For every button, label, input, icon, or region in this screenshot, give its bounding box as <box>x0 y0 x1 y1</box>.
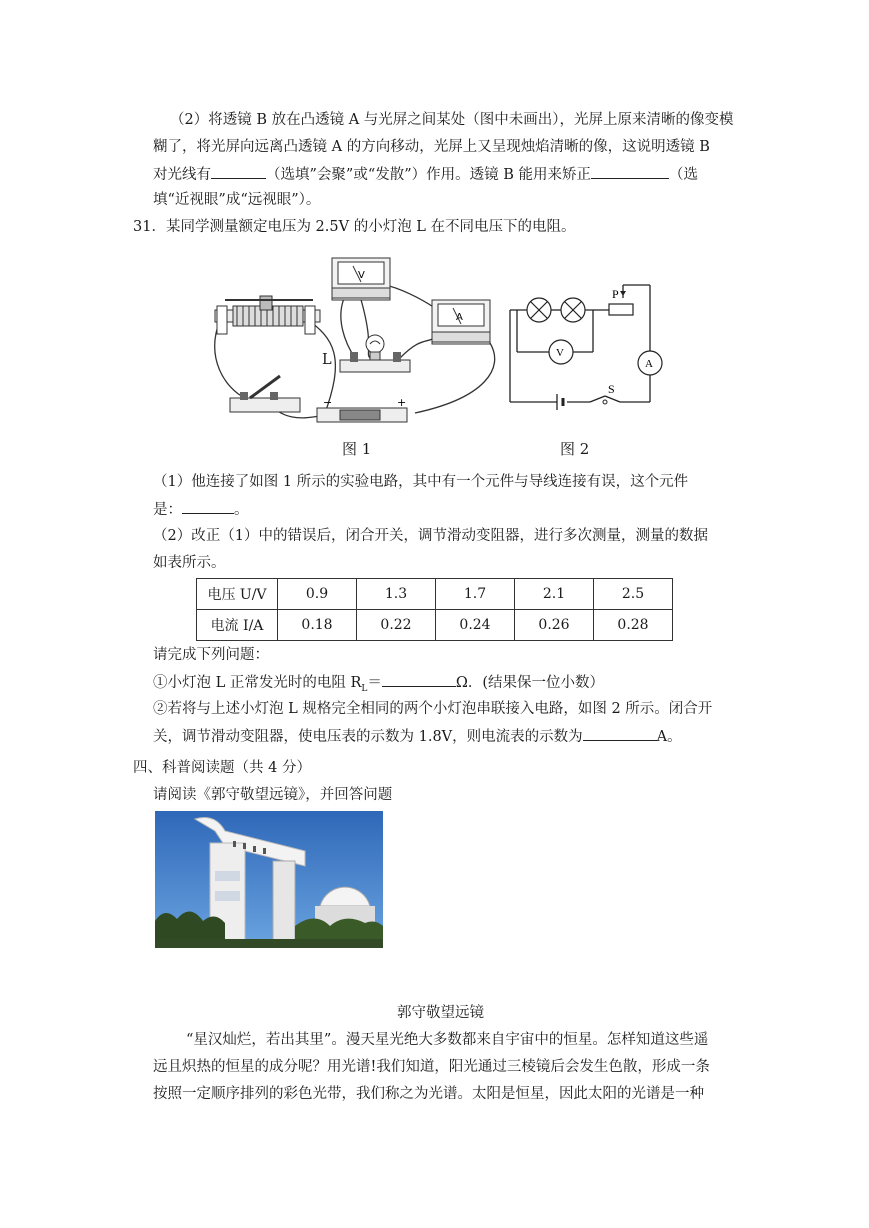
fig2-caption: 图 2 <box>560 440 590 458</box>
article-para-line3: 按照一定顺序排列的彩色光带，我们称之为光谱。太阳是恒星，因此太阳的光谱是一种 <box>153 1086 704 1102</box>
fig2-label-s: S <box>608 382 615 396</box>
q31-part2-line2: 如表所示。 <box>153 555 226 571</box>
answer-blank[interactable] <box>583 726 657 741</box>
svg-text:+: + <box>397 396 407 409</box>
lamp-icon <box>340 335 410 372</box>
table-cell: 1.7 <box>436 579 515 610</box>
answer-blank[interactable] <box>182 499 234 514</box>
q30-part2-line2: 糊了，将光屏向远离凸透镜 A 的方向移动，光屏上又呈现烛焰清晰的像，这说明透镜 B <box>153 139 710 155</box>
q31-sub1: ①小灯泡 L 正常发光时的电阻 $R_L= \Omega$．(结果保一位小数） <box>153 672 604 699</box>
fig1-label-lamp: L <box>322 352 332 368</box>
circuit-figure-1 <box>205 248 505 433</box>
answer-blank[interactable] <box>382 672 456 687</box>
telescope-photo <box>155 811 383 948</box>
section4-intro: 请阅读《郭守敬望远镜》，并回答问题 <box>153 787 393 803</box>
table-cell: 0.22 <box>357 610 436 641</box>
table-cell: 0.9 <box>278 579 357 610</box>
battery-symbol-icon <box>557 394 563 410</box>
q31-sub2-line1: ②若将与上述小灯泡 L 规格完全相同的两个小灯泡串联接入电路，如图 2 所示。闭合开 <box>153 701 713 717</box>
svg-text:A: A <box>456 312 463 323</box>
table-cell: 0.24 <box>436 610 515 641</box>
table-cell: 0.18 <box>278 610 357 641</box>
fig2-label-p: P <box>612 287 619 301</box>
q31-part1-line2: 是： 。 <box>153 499 249 520</box>
q31-part1-line1: （1）他连接了如图 1 所示的实验电路，其中有一个元件与导线连接有误，这个元件 <box>153 474 689 490</box>
table-row-label: 电流 I/A <box>197 610 278 641</box>
table-row <box>197 579 673 610</box>
q31-stem: 31．某同学测量额定电压为 2.5V 的小灯泡 L 在不同电压下的电阻。 <box>133 219 576 235</box>
table-cell: 2.5 <box>594 579 673 610</box>
battery-icon <box>317 396 407 422</box>
fig2-label-a: A <box>645 358 653 370</box>
article-para-line2: 远且炽热的恒星的成分呢？用光谱!我们知道，阳光通过三棱镜后会发生色散，形成一条 <box>153 1059 710 1075</box>
section4-heading: 四、科普阅读题（共 4 分） <box>133 760 311 776</box>
ammeter-icon <box>432 300 490 344</box>
table-cell: 2.1 <box>515 579 594 610</box>
table-cell: 0.28 <box>594 610 673 641</box>
table-row-label: 电压 U/V <box>197 579 278 610</box>
q31-ask: 请完成下列问题： <box>153 647 269 663</box>
fig2-label-v: V <box>556 347 564 359</box>
table-row <box>197 610 673 641</box>
q31-sub2-line2: 关，调节滑动变阻器，使电压表的示数为 1.8V，则电流表的示数为 A。 <box>153 726 682 747</box>
rheostat-symbol-icon <box>609 304 633 315</box>
svg-text:V: V <box>358 270 365 281</box>
table-cell: 0.26 <box>515 610 594 641</box>
answer-blank[interactable] <box>211 164 266 179</box>
svg-text:−: − <box>323 396 333 409</box>
article-title: 郭守敬望远镜 <box>397 1005 484 1021</box>
circuit-schematic-figure-2 <box>505 280 665 410</box>
answer-blank[interactable] <box>591 164 669 179</box>
rheostat-icon <box>215 296 320 334</box>
switch-icon <box>230 376 300 412</box>
q30-part2-line3: 对光线有 （选填”会聚”或“发散”）作用。透镜 B 能用来矫正 （选 <box>153 164 698 185</box>
fig1-caption: 图 1 <box>342 440 372 458</box>
measurement-table <box>196 578 673 641</box>
voltmeter-icon <box>332 258 390 300</box>
q31-part2-line1: （2）改正（1）中的错误后，闭合开关，调节滑动变阻器，进行多次测量，测量的数据 <box>153 528 708 544</box>
article-para-line1: “星汉灿烂，若出其里”。漫天星光绝大多数都来自宇宙中的恒星。怎样知道这些遥 <box>186 1032 709 1048</box>
table-cell: 1.3 <box>357 579 436 610</box>
q30-part2-line1: （2）将透镜 B 放在凸透镜 A 与光屏之间某处（图中未画出），光屏上原来清晰的像变模 <box>170 112 734 128</box>
q30-part2-line4: 填“近视眼”成“远视眼”）。 <box>153 192 321 208</box>
